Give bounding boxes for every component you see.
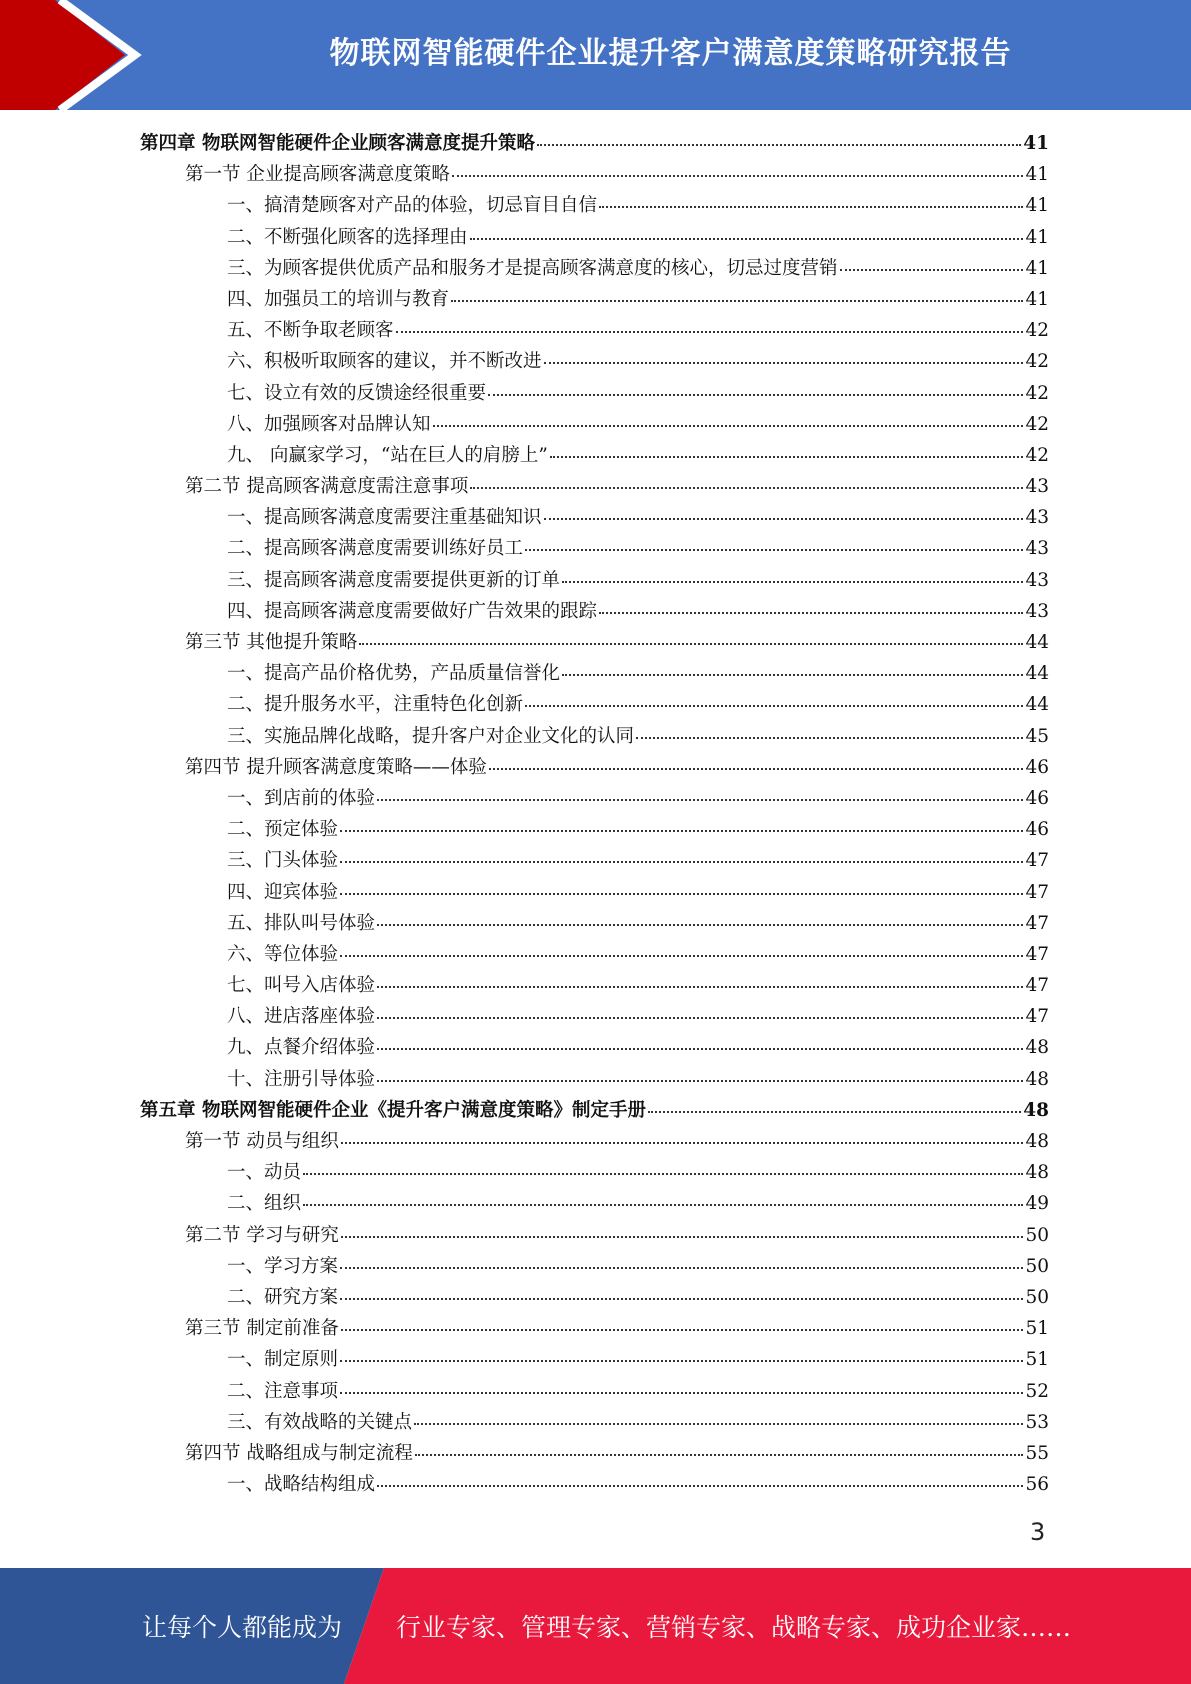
toc-section-entry[interactable]	[140, 1438, 1049, 1469]
toc-entry-page: 53	[1025, 1411, 1049, 1433]
toc-entry-page: 41	[1025, 257, 1049, 279]
toc-subsection-entry[interactable]	[140, 1282, 1049, 1313]
toc-dot-leader	[340, 1267, 1023, 1269]
toc-subsection-entry[interactable]	[140, 1469, 1049, 1500]
toc-section-entry[interactable]	[140, 1313, 1049, 1344]
toc-subsection-entry[interactable]	[140, 1032, 1049, 1063]
toc-entry-page: 47	[1025, 881, 1049, 903]
toc-section-entry[interactable]	[140, 752, 1049, 783]
toc-subsection-entry[interactable]	[140, 565, 1049, 596]
toc-entry-label: 一、学习方案	[227, 1255, 339, 1277]
toc-subsection-entry[interactable]	[140, 1188, 1049, 1219]
toc-entry-page: 47	[1025, 850, 1049, 872]
toc-dot-leader	[433, 425, 1024, 427]
toc-entry-label: 六、积极听取顾客的建议，并不断改进	[227, 351, 542, 373]
toc-dot-leader	[396, 331, 1024, 333]
toc-entry-label: 六、等位体验	[227, 943, 339, 965]
toc-entry-label: 三、提高顾客满意度需要提供更新的订单	[227, 569, 561, 591]
toc-subsection-entry[interactable]	[140, 596, 1049, 627]
toc-dot-leader	[451, 300, 1023, 302]
toc-entry-page: 44	[1025, 632, 1049, 653]
toc-entry-label: 三、有效战略的关键点	[227, 1411, 413, 1433]
toc-entry-page: 42	[1025, 382, 1049, 404]
toc-entry-label: 二、不断强化顾客的选择理由	[227, 226, 468, 248]
toc-dot-leader	[562, 674, 1023, 676]
toc-subsection-entry[interactable]	[140, 1001, 1049, 1032]
toc-entry-page: 41	[1023, 133, 1049, 154]
toc-dot-leader	[840, 269, 1024, 271]
toc-subsection-entry[interactable]	[140, 1064, 1049, 1095]
toc-entry-page: 42	[1025, 444, 1049, 466]
toc-entry-label: 二、注意事项	[227, 1380, 339, 1402]
toc-subsection-entry[interactable]	[140, 939, 1049, 970]
toc-entry-label: 二、提升服务水平，注重特色化创新	[227, 694, 524, 716]
toc-entry-label: 第二节 提高顾客满意度需注意事项	[185, 476, 469, 498]
toc-entry-page: 52	[1025, 1380, 1049, 1402]
toc-entry-label: 第五章 物联网智能硬件企业《提升客户满意度策略》制定手册	[140, 1099, 646, 1121]
toc-dot-leader	[341, 1142, 1024, 1144]
toc-entry-page: 45	[1025, 725, 1049, 747]
toc-entry-label: 八、加强顾客对品牌认知	[227, 413, 431, 435]
toc-dot-leader	[537, 144, 1021, 146]
toc-dot-leader	[562, 581, 1023, 583]
toc-entry-label: 二、组织	[227, 1193, 302, 1215]
toc-dot-leader	[377, 1080, 1023, 1082]
toc-entry-label: 四、提高顾客满意度需要做好广告效果的跟踪	[227, 600, 598, 622]
toc-entry-page: 46	[1025, 787, 1049, 809]
toc-chapter-entry[interactable]	[140, 1095, 1049, 1126]
toc-subsection-entry[interactable]	[140, 315, 1049, 346]
toc-entry-label: 九、 向赢家学习，“站在巨人的肩膀上”	[227, 444, 548, 466]
toc-subsection-entry[interactable]	[140, 1376, 1049, 1407]
toc-entry-page: 44	[1025, 663, 1049, 685]
toc-entry-label: 七、叫号入店体验	[227, 975, 376, 997]
toc-dot-leader	[377, 1485, 1023, 1487]
toc-dot-leader	[377, 986, 1023, 988]
toc-subsection-entry[interactable]	[140, 721, 1049, 752]
toc-subsection-entry[interactable]	[140, 1157, 1049, 1188]
toc-entry-page: 48	[1025, 1037, 1049, 1059]
toc-dot-leader	[599, 612, 1023, 614]
toc-entry-page: 47	[1025, 1006, 1049, 1028]
toc-dot-leader	[341, 1329, 1024, 1331]
toc-subsection-entry[interactable]	[140, 502, 1049, 533]
toc-entry-label: 第三节 其他提升策略	[185, 632, 358, 653]
header-arrow-decoration	[0, 0, 160, 110]
toc-entry-label: 一、提高产品价格优势，产品质量信誉化	[227, 663, 561, 685]
toc-dot-leader	[525, 549, 1023, 551]
toc-dot-leader	[303, 1173, 1023, 1175]
toc-entry-page: 41	[1025, 226, 1049, 248]
toc-section-entry[interactable]	[140, 471, 1049, 502]
toc-dot-leader	[415, 1454, 1024, 1456]
toc-entry-label: 一、提高顾客满意度需要注重基础知识	[227, 507, 542, 529]
toc-subsection-entry[interactable]	[140, 1407, 1049, 1438]
toc-section-entry[interactable]	[140, 1220, 1049, 1251]
toc-entry-page: 47	[1025, 943, 1049, 965]
toc-entry-page: 46	[1025, 756, 1049, 778]
toc-entry-page: 50	[1025, 1286, 1049, 1308]
toc-entry-page: 49	[1025, 1193, 1049, 1215]
toc-dot-leader	[359, 643, 1023, 645]
toc-entry-label: 七、设立有效的反馈途经很重要	[227, 382, 487, 404]
toc-subsection-entry[interactable]	[140, 1344, 1049, 1375]
toc-entry-label: 二、研究方案	[227, 1286, 339, 1308]
table-of-contents	[140, 128, 1049, 1500]
toc-dot-leader	[340, 1298, 1023, 1300]
toc-dot-leader	[544, 518, 1024, 520]
toc-entry-page: 43	[1025, 507, 1049, 529]
report-title: 物联网智能硬件企业提升客户满意度策略研究报告	[329, 36, 1012, 71]
toc-dot-leader	[377, 799, 1023, 801]
toc-dot-leader	[303, 1204, 1023, 1206]
footer-slogan-right: 行业专家、管理专家、营销专家、战略专家、成功企业家……	[396, 1613, 1072, 1642]
toc-entry-label: 八、进店落座体验	[227, 1006, 376, 1028]
toc-entry-label: 第四节 提升顾客满意度策略——体验	[185, 756, 487, 778]
toc-dot-leader	[377, 1017, 1023, 1019]
toc-entry-label: 一、战略结构组成	[227, 1474, 376, 1496]
toc-entry-page: 48	[1025, 1131, 1049, 1152]
toc-subsection-entry[interactable]	[140, 440, 1049, 471]
toc-entry-page: 48	[1023, 1099, 1049, 1121]
toc-entry-label: 三、门头体验	[227, 850, 339, 872]
toc-entry-label: 四、迎宾体验	[227, 881, 339, 903]
page-footer	[0, 1568, 1191, 1684]
page-number: 3	[1030, 1518, 1046, 1546]
toc-entry-page: 42	[1025, 413, 1049, 435]
toc-dot-leader	[544, 362, 1024, 364]
toc-dot-leader	[340, 861, 1023, 863]
toc-subsection-entry[interactable]	[140, 190, 1049, 221]
toc-dot-leader	[340, 1360, 1023, 1362]
toc-subsection-entry[interactable]	[140, 409, 1049, 440]
toc-dot-leader	[470, 487, 1023, 489]
footer-slogan-left: 让每个人都能成为	[142, 1613, 343, 1642]
toc-dot-leader	[340, 955, 1023, 957]
toc-entry-page: 43	[1025, 569, 1049, 591]
toc-entry-label: 第一节 动员与组织	[185, 1131, 339, 1152]
toc-entry-label: 四、加强员工的培训与教育	[227, 288, 450, 310]
toc-entry-page: 41	[1025, 288, 1049, 310]
toc-entry-page: 46	[1025, 819, 1049, 841]
toc-entry-page: 44	[1025, 694, 1049, 716]
toc-entry-label: 第三节 制定前准备	[185, 1318, 339, 1340]
header-red-chevron	[0, 0, 125, 110]
toc-dot-leader	[525, 705, 1023, 707]
toc-subsection-entry[interactable]	[140, 908, 1049, 939]
toc-entry-label: 一、到店前的体验	[227, 787, 376, 809]
toc-subsection-entry[interactable]	[140, 346, 1049, 377]
toc-entry-page: 50	[1025, 1224, 1049, 1246]
page-header	[0, 0, 1191, 110]
toc-dot-leader	[377, 1048, 1023, 1050]
toc-dot-leader	[341, 1236, 1024, 1238]
toc-entry-page: 47	[1025, 912, 1049, 934]
toc-dot-leader	[599, 206, 1023, 208]
toc-entry-page: 41	[1025, 195, 1049, 217]
toc-dot-leader	[550, 456, 1024, 458]
toc-entry-page: 43	[1025, 476, 1049, 498]
toc-dot-leader	[489, 768, 1024, 770]
toc-dot-leader	[340, 830, 1023, 832]
toc-entry-page: 42	[1025, 320, 1049, 342]
toc-entry-page: 43	[1025, 600, 1049, 622]
toc-chapter-entry[interactable]	[140, 128, 1049, 159]
toc-entry-page: 48	[1025, 1162, 1049, 1184]
toc-subsection-entry[interactable]	[140, 253, 1049, 284]
toc-entry-label: 一、动员	[227, 1162, 302, 1184]
toc-entry-label: 第二节 学习与研究	[185, 1224, 339, 1246]
toc-subsection-entry[interactable]	[140, 689, 1049, 720]
toc-entry-page: 48	[1025, 1068, 1049, 1090]
toc-subsection-entry[interactable]	[140, 222, 1049, 253]
toc-section-entry[interactable]	[140, 627, 1049, 658]
toc-entry-label: 第四章 物联网智能硬件企业顾客满意度提升策略	[140, 133, 535, 154]
toc-dot-leader	[414, 1423, 1023, 1425]
toc-section-entry[interactable]	[140, 159, 1049, 190]
toc-entry-label: 第四节 战略组成与制定流程	[185, 1442, 413, 1464]
toc-entry-page: 51	[1025, 1318, 1049, 1340]
toc-dot-leader	[470, 238, 1024, 240]
toc-entry-label: 三、实施品牌化战略，提升客户对企业文化的认同	[227, 725, 635, 747]
toc-entry-label: 二、提高顾客满意度需要训练好员工	[227, 538, 524, 560]
toc-entry-label: 一、制定原则	[227, 1349, 339, 1371]
toc-dot-leader	[488, 394, 1023, 396]
toc-section-entry[interactable]	[140, 1126, 1049, 1157]
toc-entry-label: 二、预定体验	[227, 819, 339, 841]
toc-entry-label: 三、为顾客提供优质产品和服务才是提高顾客满意度的核心，切忌过度营销	[227, 257, 838, 279]
toc-subsection-entry[interactable]	[140, 970, 1049, 1001]
toc-dot-leader	[340, 893, 1023, 895]
toc-dot-leader	[648, 1111, 1021, 1113]
toc-dot-leader	[340, 1392, 1023, 1394]
toc-entry-label: 十、注册引导体验	[227, 1068, 376, 1090]
toc-subsection-entry[interactable]	[140, 1251, 1049, 1282]
toc-entry-page: 43	[1025, 538, 1049, 560]
toc-subsection-entry[interactable]	[140, 533, 1049, 564]
toc-entry-label: 五、不断争取老顾客	[227, 320, 394, 342]
toc-dot-leader	[636, 737, 1023, 739]
toc-entry-page: 55	[1025, 1442, 1049, 1464]
toc-entry-label: 一、搞清楚顾客对产品的体验，切忌盲目自信	[227, 195, 598, 217]
toc-subsection-entry[interactable]	[140, 658, 1049, 689]
toc-dot-leader	[377, 924, 1023, 926]
toc-dot-leader	[452, 175, 1024, 177]
toc-entry-label: 第一节 企业提高顾客满意度策略	[185, 164, 450, 186]
toc-subsection-entry[interactable]	[140, 814, 1049, 845]
toc-subsection-entry[interactable]	[140, 783, 1049, 814]
toc-entry-page: 47	[1025, 975, 1049, 997]
toc-entry-page: 42	[1025, 351, 1049, 373]
toc-entry-label: 五、排队叫号体验	[227, 912, 376, 934]
toc-subsection-entry[interactable]	[140, 284, 1049, 315]
toc-entry-page: 56	[1025, 1474, 1049, 1496]
toc-subsection-entry[interactable]	[140, 378, 1049, 409]
toc-subsection-entry[interactable]	[140, 845, 1049, 876]
toc-entry-page: 50	[1025, 1255, 1049, 1277]
toc-entry-page: 41	[1025, 164, 1049, 186]
toc-entry-page: 51	[1025, 1349, 1049, 1371]
toc-subsection-entry[interactable]	[140, 877, 1049, 908]
toc-entry-label: 九、点餐介绍体验	[227, 1037, 376, 1059]
